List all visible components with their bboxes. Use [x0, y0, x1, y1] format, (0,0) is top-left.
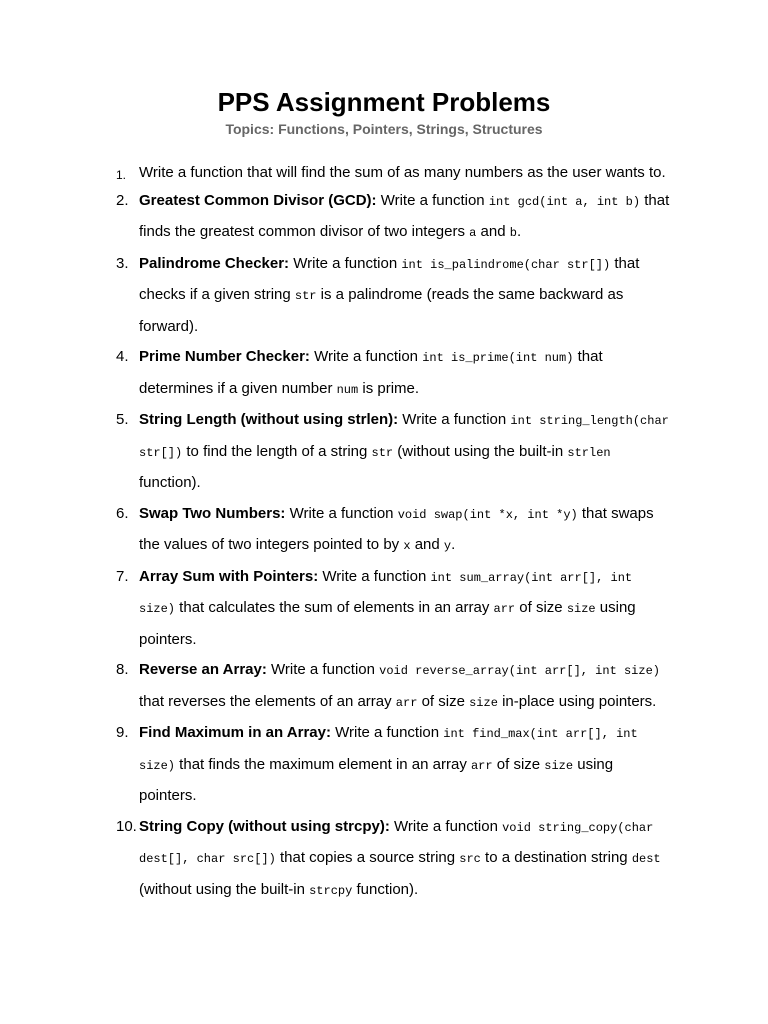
- problem-text: (without using the built-in: [139, 880, 310, 898]
- problem-text: .: [516, 223, 522, 240]
- code-identifier: str: [294, 289, 317, 303]
- problem-text: that checks if a given string: [139, 254, 640, 303]
- problem-text: .: [451, 536, 456, 553]
- problem-text: Write a function: [309, 348, 423, 365]
- problem-text: and: [476, 223, 510, 240]
- code-identifier: str: [371, 445, 394, 460]
- problem-text: Write a function: [398, 411, 511, 428]
- code-identifier: arr: [395, 695, 418, 710]
- code-identifier: b: [509, 226, 517, 240]
- problem-text: that reverses the elements of an array: [139, 692, 396, 710]
- code-identifier: x: [403, 539, 411, 553]
- problem-text: of size: [417, 692, 470, 710]
- problem-item-1: [0, 162, 672, 186]
- code-identifier: arr: [470, 758, 493, 773]
- problem-text: Write a function: [389, 817, 503, 835]
- problem-text: that finds the greatest common divisor of two integers: [139, 191, 670, 240]
- problem-number: 9.: [116, 724, 129, 741]
- problem-text: of size: [492, 755, 545, 773]
- problem-number: 10.: [116, 817, 137, 835]
- problem-number: 5.: [116, 411, 129, 428]
- code-signature: int string_length(char str[]): [139, 414, 669, 460]
- problem-text: that copies a source string: [275, 849, 460, 866]
- problem-list: [0, 162, 768, 906]
- problem-item-4: [0, 342, 672, 405]
- problem-text: Write a function: [318, 567, 431, 585]
- code-signature: int sum_array(int arr[], int size): [139, 570, 633, 616]
- problem-item-6: [0, 499, 672, 562]
- problem-text: function).: [352, 880, 419, 898]
- code-identifier: arr: [493, 602, 516, 616]
- problem-number: 6.: [116, 504, 129, 522]
- problem-heading: String Length (without using strlen):: [139, 411, 399, 428]
- code-signature: int is_palindrome(char str[]): [401, 257, 611, 272]
- problem-text: using pointers.: [139, 755, 614, 804]
- problem-text: and: [410, 536, 444, 553]
- problem-text: to a destination string: [480, 849, 632, 866]
- problem-text: that calculates the sum of elements in an array: [175, 599, 494, 616]
- problem-heading: Array Sum with Pointers:: [139, 567, 319, 585]
- code-identifier: a: [469, 226, 477, 240]
- code-signature: int find_max(int arr[], int size): [139, 727, 638, 773]
- problem-number: 8.: [116, 661, 129, 678]
- problem-number: 3.: [116, 254, 129, 272]
- code-signature: void string_copy(char dest[], char src[]): [139, 820, 654, 866]
- problem-text: is a palindrome (reads the same backward as forward).: [139, 286, 624, 335]
- problem-text: function).: [139, 474, 201, 491]
- code-identifier: src: [459, 852, 481, 866]
- problem-item-2: [0, 186, 672, 249]
- code-identifier: size: [544, 758, 574, 773]
- problem-text: Write a function: [330, 724, 444, 741]
- code-signature: int gcd(int a, int b): [488, 194, 641, 209]
- code-identifier: num: [336, 382, 359, 397]
- problem-item-7: [0, 562, 672, 656]
- problem-text: Write a function: [266, 661, 380, 678]
- problem-text: that finds the maximum element in an array: [175, 755, 471, 773]
- code-identifier: size: [469, 695, 498, 710]
- code-signature: int is_prime(int num): [422, 351, 574, 365]
- problem-text: that swaps the values of two integers pointed to by: [139, 504, 654, 553]
- problem-heading: Reverse an Array:: [139, 661, 267, 678]
- problem-text: to find the length of a string: [182, 442, 372, 460]
- problem-text: Write a function: [289, 254, 402, 272]
- problem-text: that determines if a given number: [139, 348, 603, 397]
- problem-text: in-place using pointers.: [497, 692, 657, 710]
- code-identifier: size: [566, 602, 596, 616]
- problem-item-10: [0, 812, 672, 907]
- problem-heading: Swap Two Numbers:: [139, 504, 286, 522]
- problem-heading: Find Maximum in an Array:: [139, 724, 331, 741]
- problem-number: 4.: [116, 348, 129, 365]
- problem-number: 2.: [116, 191, 129, 209]
- problem-text: (without using the built-in: [393, 442, 568, 460]
- code-identifier: strlen: [567, 445, 611, 460]
- problem-heading: Palindrome Checker:: [139, 254, 290, 272]
- problem-item-9: [0, 718, 672, 812]
- code-signature: void swap(int *x, int *y): [397, 507, 578, 522]
- problem-item-8: [0, 655, 672, 718]
- problem-heading: Prime Number Checker:: [139, 348, 310, 365]
- document-title: PPS Assignment Problems: [217, 87, 551, 117]
- problem-item-3: [0, 249, 672, 343]
- code-identifier: dest: [631, 852, 661, 866]
- problem-heading: Greatest Common Divisor (GCD):: [139, 191, 377, 209]
- code-identifier: strcpy: [309, 883, 353, 898]
- problem-text: Write a function that will find the sum of as many numbers as the user wants to.: [139, 164, 666, 181]
- code-signature: void reverse_array(int arr[], int size): [379, 664, 660, 678]
- document-subtitle: Topics: Functions, Pointers, Strings, Structures: [225, 121, 543, 137]
- problem-number: 7.: [116, 567, 129, 585]
- problem-text: Write a function: [285, 504, 398, 522]
- problem-text: is prime.: [358, 379, 420, 397]
- code-identifier: y: [443, 539, 452, 553]
- problem-text: using pointers.: [139, 599, 636, 648]
- problem-text: of size: [515, 599, 567, 616]
- problem-heading: String Copy (without using strcpy):: [139, 817, 390, 835]
- problem-item-5: [0, 405, 672, 499]
- problem-text: Write a function: [376, 191, 489, 209]
- problem-number: 1.: [116, 168, 127, 182]
